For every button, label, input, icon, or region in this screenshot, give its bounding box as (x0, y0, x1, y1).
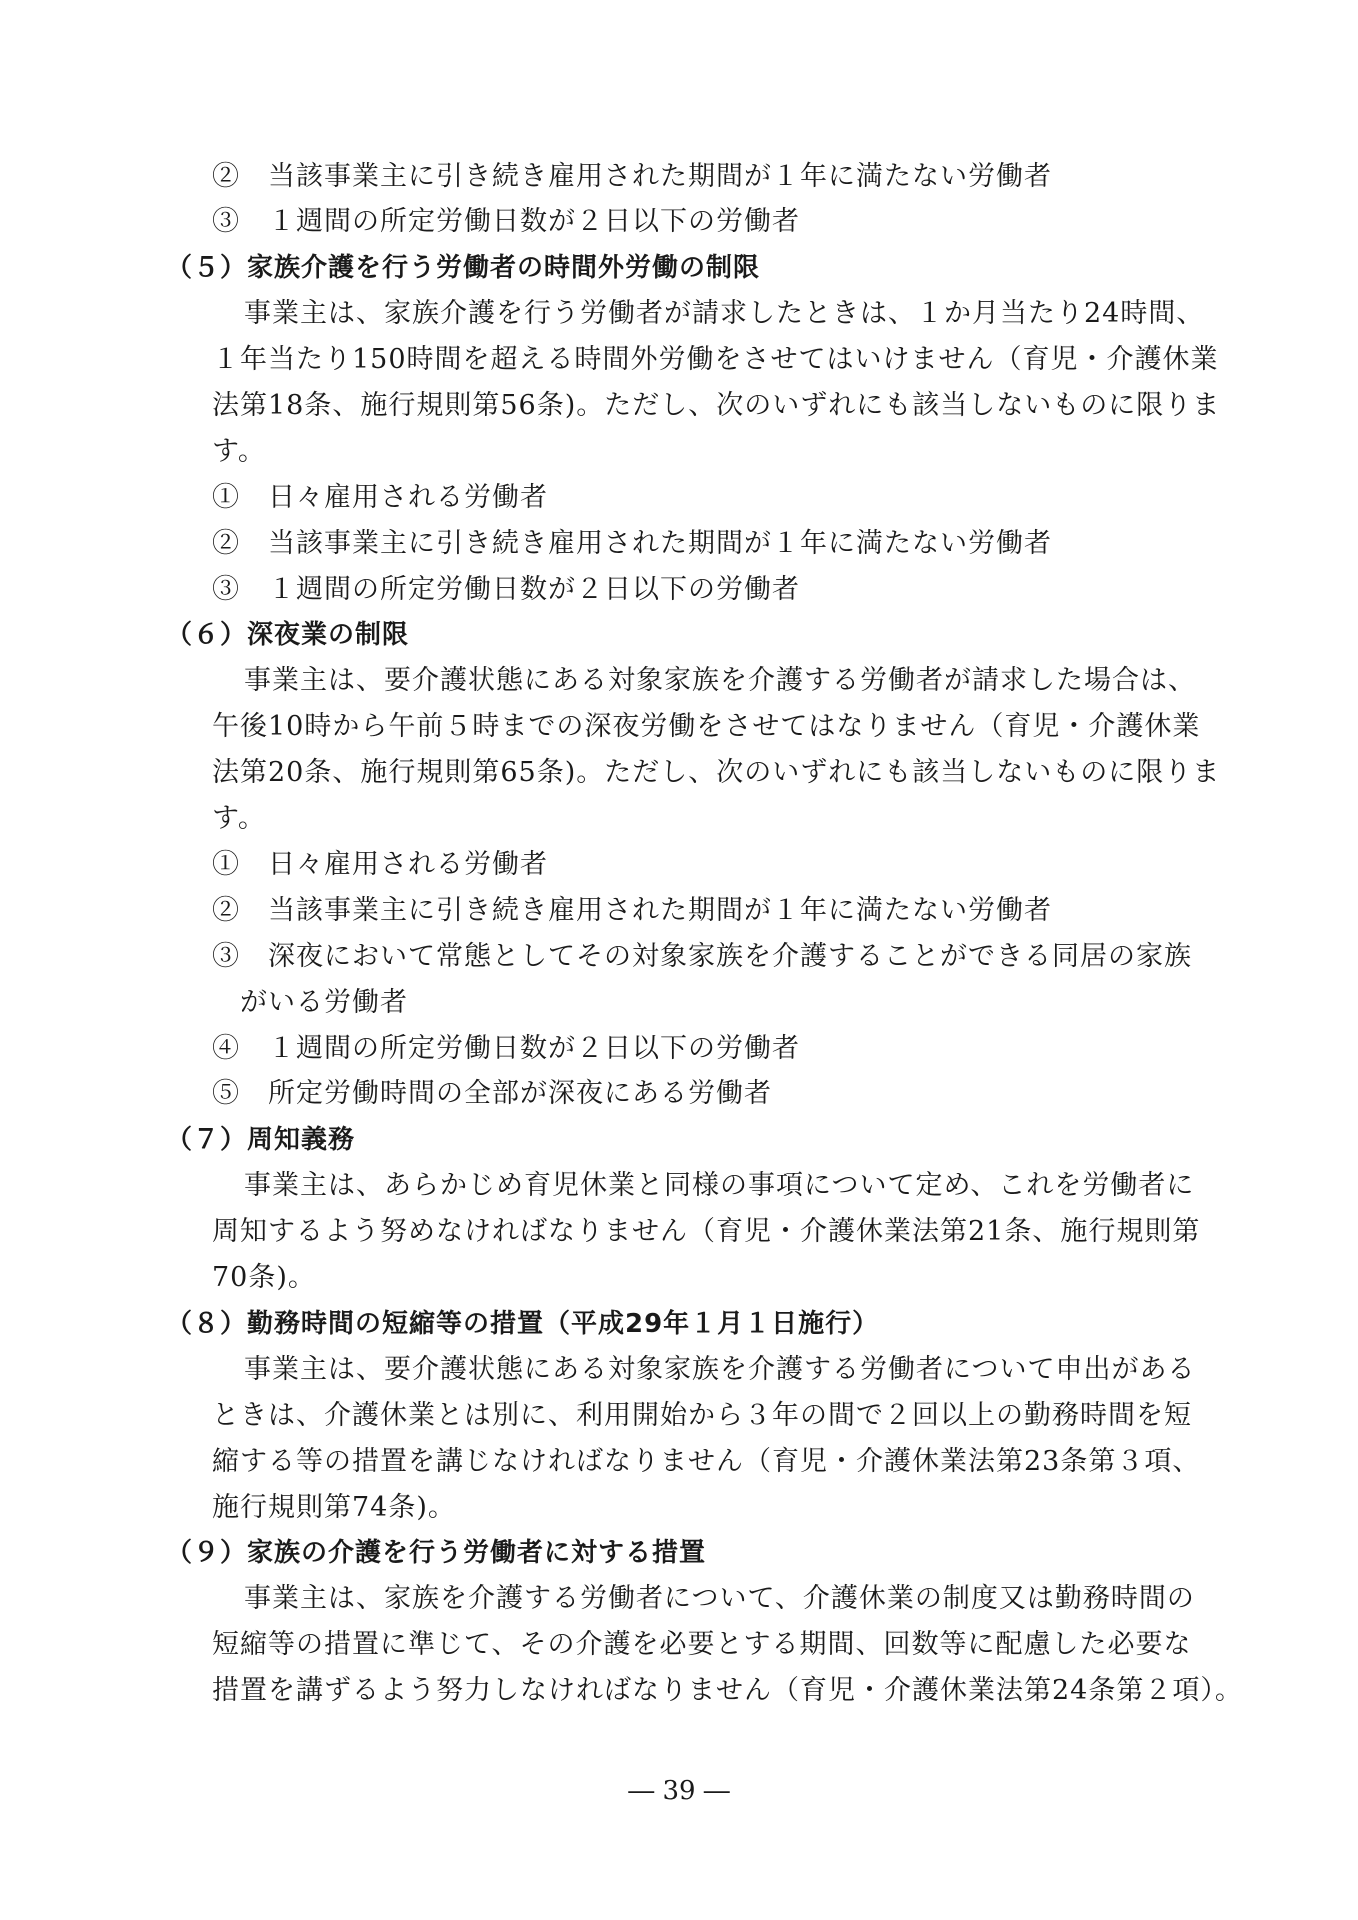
text-line: 縮する等の措置を講じなければなりません（育児・介護休業法第23条第３項、 (212, 1446, 1201, 1477)
text-line: ② 当該事業主に引き続き雇用された期間が１年に満たない労働者 (212, 161, 1052, 192)
section-heading: （９）家族の介護を行う労働者に対する措置 (166, 1538, 707, 1568)
section-heading: （７）周知義務 (166, 1125, 356, 1155)
text-line: 午後10時から午前５時までの深夜労働をさせてはなりません（育児・介護休業 (212, 711, 1201, 742)
text-line: 事業主は、家族介護を行う労働者が請求したときは、１か月当たり24時間、 (244, 298, 1205, 329)
text-line: 事業主は、あらかじめ育児休業と同様の事項について定め、これを労働者に (244, 1170, 1195, 1201)
text-line: ③ １週間の所定労働日数が２日以下の労働者 (212, 206, 800, 237)
text-line: 法第18条、施行規則第56条)。ただし、次のいずれにも該当しないものに限りま (212, 390, 1221, 421)
section-heading: （５）家族介護を行う労働者の時間外労働の制限 (166, 253, 761, 283)
text-line: 施行規則第74条)。 (212, 1492, 456, 1523)
text-line: 事業主は、家族を介護する労働者について、介護休業の制度又は勤務時間の (244, 1583, 1195, 1614)
section-heading: （８）勤務時間の短縮等の措置（平成29年１月１日施行） (166, 1309, 880, 1339)
text-line: ときは、介護休業とは別に、利用開始から３年の間で２回以上の勤務時間を短 (212, 1400, 1192, 1431)
text-line: ⑤ 所定労働時間の全部が深夜にある労働者 (212, 1078, 772, 1109)
text-line: がいる労働者 (240, 987, 408, 1018)
text-line: 短縮等の措置に準じて、その介護を必要とする期間、回数等に配慮した必要な (212, 1629, 1192, 1660)
text-line: す。 (212, 803, 266, 834)
text-line: 70条)。 (212, 1262, 316, 1293)
text-line: ① 日々雇用される労働者 (212, 849, 548, 880)
text-line: 措置を講ずるよう努力しなければなりません（育児・介護休業法第24条第２項）。 (212, 1675, 1243, 1706)
text-line: ③ １週間の所定労働日数が２日以下の労働者 (212, 574, 800, 605)
text-line: ③ 深夜において常態としてその対象家族を介護することができる同居の家族 (212, 941, 1192, 972)
page-number: ― 39 ― (628, 1776, 730, 1806)
text-line: ④ １週間の所定労働日数が２日以下の労働者 (212, 1033, 800, 1064)
text-line: 法第20条、施行規則第65条)。ただし、次のいずれにも該当しないものに限りま (212, 757, 1221, 788)
text-line: ① 日々雇用される労働者 (212, 482, 548, 513)
text-line: ② 当該事業主に引き続き雇用された期間が１年に満たない労働者 (212, 895, 1052, 926)
text-line: 事業主は、要介護状態にある対象家族を介護する労働者が請求した場合は、 (244, 665, 1196, 696)
section-heading: （６）深夜業の制限 (166, 620, 410, 650)
text-line: １年当たり150時間を超える時間外労働をさせてはいけません（育児・介護休業 (212, 344, 1219, 375)
text-line: 事業主は、要介護状態にある対象家族を介護する労働者について申出がある (244, 1354, 1196, 1385)
text-line: 周知するよう努めなければなりません（育児・介護休業法第21条、施行規則第 (212, 1216, 1201, 1247)
text-line: ② 当該事業主に引き続き雇用された期間が１年に満たない労働者 (212, 528, 1052, 559)
text-line: す。 (212, 436, 266, 467)
